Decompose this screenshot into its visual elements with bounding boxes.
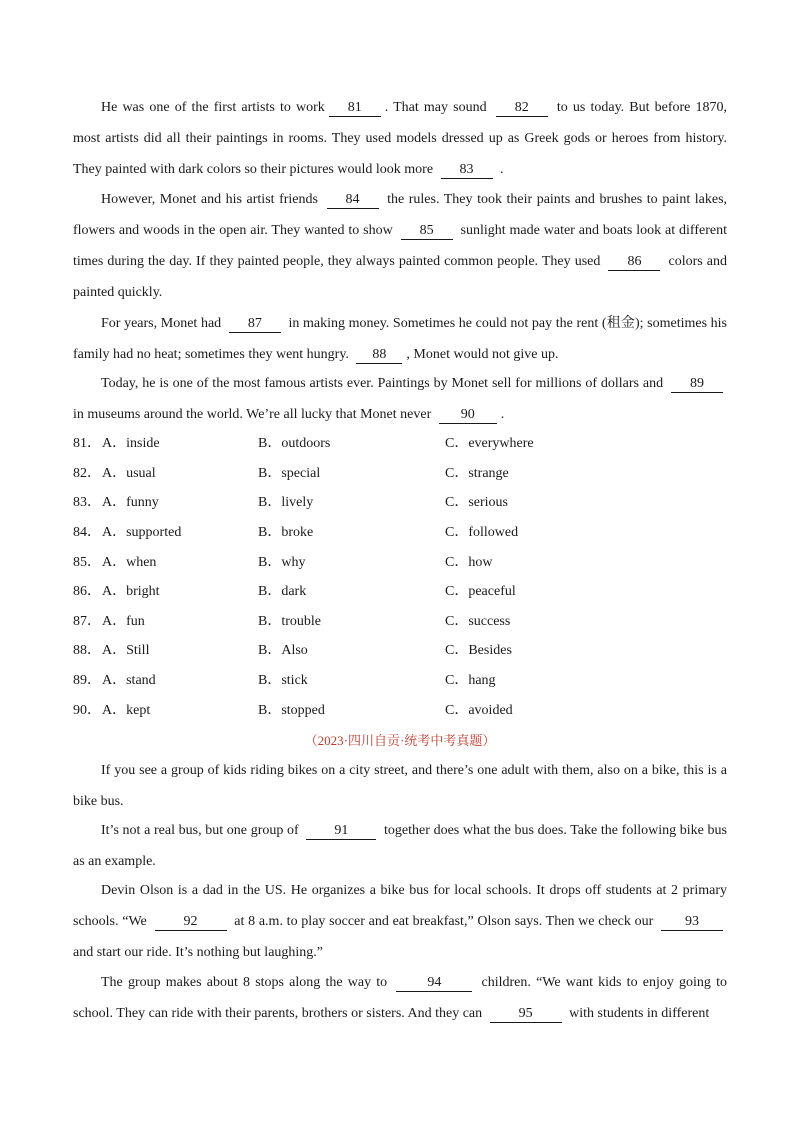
text-segment: in making money. Sometimes he could not pay the rent (租金); sometimes his family had no heat; sometimes they went hungry. (73, 316, 728, 362)
blank-90: 90 (439, 407, 497, 424)
passage1-paragraph-1 (73, 92, 727, 185)
options-row-90 (73, 699, 727, 723)
option-a: A．kept (102, 703, 151, 718)
option-a: A．when (102, 555, 157, 570)
option-a: A．stand (102, 673, 156, 688)
text-segment: Devin Olson is a dad in the US. He organizes a bike bus for local schools. It drops off students at 2 primary schools. “We (73, 883, 727, 929)
text-segment: with students in different (569, 1006, 710, 1021)
text-segment: to us today. But before 1870, most artists did all their paintings in rooms. They used models dressed up as Greek gods or heroes from history. They painted with dark colors so their pictures would look more (73, 100, 728, 177)
text-segment: . (500, 407, 505, 422)
text-segment: together does what the bus does. Take the following bike bus as an example. (73, 823, 728, 869)
question-number: 83． (73, 495, 101, 510)
passage1-paragraph-3 (73, 308, 727, 370)
blank-84: 84 (327, 192, 379, 209)
question-number: 84． (73, 525, 101, 540)
options-row-81 (73, 432, 727, 456)
option-c: C．everywhere (445, 436, 534, 451)
options-row-83 (73, 491, 727, 515)
blank-94: 94 (396, 975, 472, 992)
text-segment: , Monet would not give up. (406, 347, 559, 362)
options-row-86 (73, 580, 727, 604)
passage2-paragraph-4 (73, 967, 727, 1029)
question-number: 87． (73, 614, 101, 629)
text-segment: It’s not a real bus, but one group of (101, 823, 299, 838)
option-c: C．hang (445, 673, 496, 688)
text-segment: If you see a group of kids riding bikes on a city street, and there’s one adult with them, also on a bike, this is a bike bus. (73, 763, 727, 809)
option-b: B．lively (258, 495, 314, 510)
question-number: 88． (73, 643, 101, 658)
text-segment: . That may sound (384, 100, 487, 115)
option-a: A．Still (102, 643, 150, 658)
option-a: A．fun (102, 614, 145, 629)
question-number: 86． (73, 584, 101, 599)
text-segment: However, Monet and his artist friends (101, 192, 318, 207)
option-a: A．supported (102, 525, 182, 540)
blank-86: 86 (608, 254, 660, 271)
text-segment: at 8 a.m. to play soccer and eat breakfast,” Olson says. Then we check our (234, 914, 654, 929)
blank-91: 91 (306, 823, 376, 840)
blank-89: 89 (671, 376, 723, 393)
text-segment: sunlight made water and boats look at different times during the day. If they painted people, they always painted common people. They used (73, 223, 727, 269)
blank-85: 85 (401, 223, 453, 240)
options-row-88 (73, 639, 727, 663)
blank-82: 82 (496, 100, 548, 117)
option-b: B．stick (258, 673, 308, 688)
question-number: 85． (73, 555, 101, 570)
text-segment: . (500, 162, 504, 177)
source-note: （2023·四川自贡·统考中考真题） (304, 733, 496, 748)
options-row-85 (73, 551, 727, 575)
text-segment: He was one of the first artists to work (101, 100, 325, 115)
option-b: B．trouble (258, 614, 321, 629)
text-segment: in museums around the world. We’re all lucky that Monet never (73, 407, 432, 422)
option-b: B．special (258, 466, 321, 481)
blank-93: 93 (661, 914, 723, 931)
options-row-89 (73, 669, 727, 693)
option-b: B．stopped (258, 703, 325, 718)
question-number: 82． (73, 466, 101, 481)
blank-95: 95 (490, 1006, 562, 1023)
option-b: B．Also (258, 643, 308, 658)
option-a: A．usual (102, 466, 156, 481)
blank-81: 81 (329, 100, 381, 117)
question-number: 90． (73, 703, 101, 718)
option-c: C．peaceful (445, 584, 516, 599)
text-segment: Today, he is one of the most famous artists ever. Paintings by Monet sell for millions of dollars and (101, 376, 664, 391)
option-c: C．success (445, 614, 511, 629)
options-row-84 (73, 521, 727, 545)
text-segment: children. “We want kids to enjoy going to school. They can ride with their parents, brothers or sisters. And they can (73, 975, 727, 1021)
blank-92: 92 (155, 914, 227, 931)
question-number: 81． (73, 436, 101, 451)
options-row-82 (73, 462, 727, 486)
option-a: A．inside (102, 436, 160, 451)
option-c: C．avoided (445, 703, 513, 718)
option-b: B．why (258, 555, 306, 570)
options-row-87 (73, 610, 727, 634)
option-b: B．outdoors (258, 436, 331, 451)
question-number: 89． (73, 673, 101, 688)
text-segment: and start our ride. It’s nothing but laughing.” (73, 945, 324, 960)
passage1-paragraph-4 (73, 368, 727, 430)
passage2-paragraph-1 (73, 755, 727, 817)
blank-87: 87 (229, 316, 281, 333)
option-a: A．funny (102, 495, 159, 510)
option-c: C．strange (445, 466, 509, 481)
text-segment: colors and painted quickly. (73, 254, 728, 300)
option-c: C．serious (445, 495, 508, 510)
option-a: A．bright (102, 584, 160, 599)
option-b: B．dark (258, 584, 307, 599)
option-c: C．Besides (445, 643, 512, 658)
passage2-paragraph-3 (73, 875, 727, 968)
option-c: C．how (445, 555, 493, 570)
passage1-paragraph-2 (73, 184, 727, 308)
passage2-paragraph-2 (73, 815, 727, 877)
option-c: C．followed (445, 525, 519, 540)
blank-88: 88 (356, 347, 402, 364)
blank-83: 83 (441, 162, 493, 179)
text-segment: the rules. They took their paints and brushes to paint lakes, flowers and woods in the open air. They wanted to show (73, 192, 728, 238)
text-segment: The group makes about 8 stops along the way to (101, 975, 388, 990)
option-b: B．broke (258, 525, 314, 540)
text-segment: For years, Monet had (101, 316, 222, 331)
